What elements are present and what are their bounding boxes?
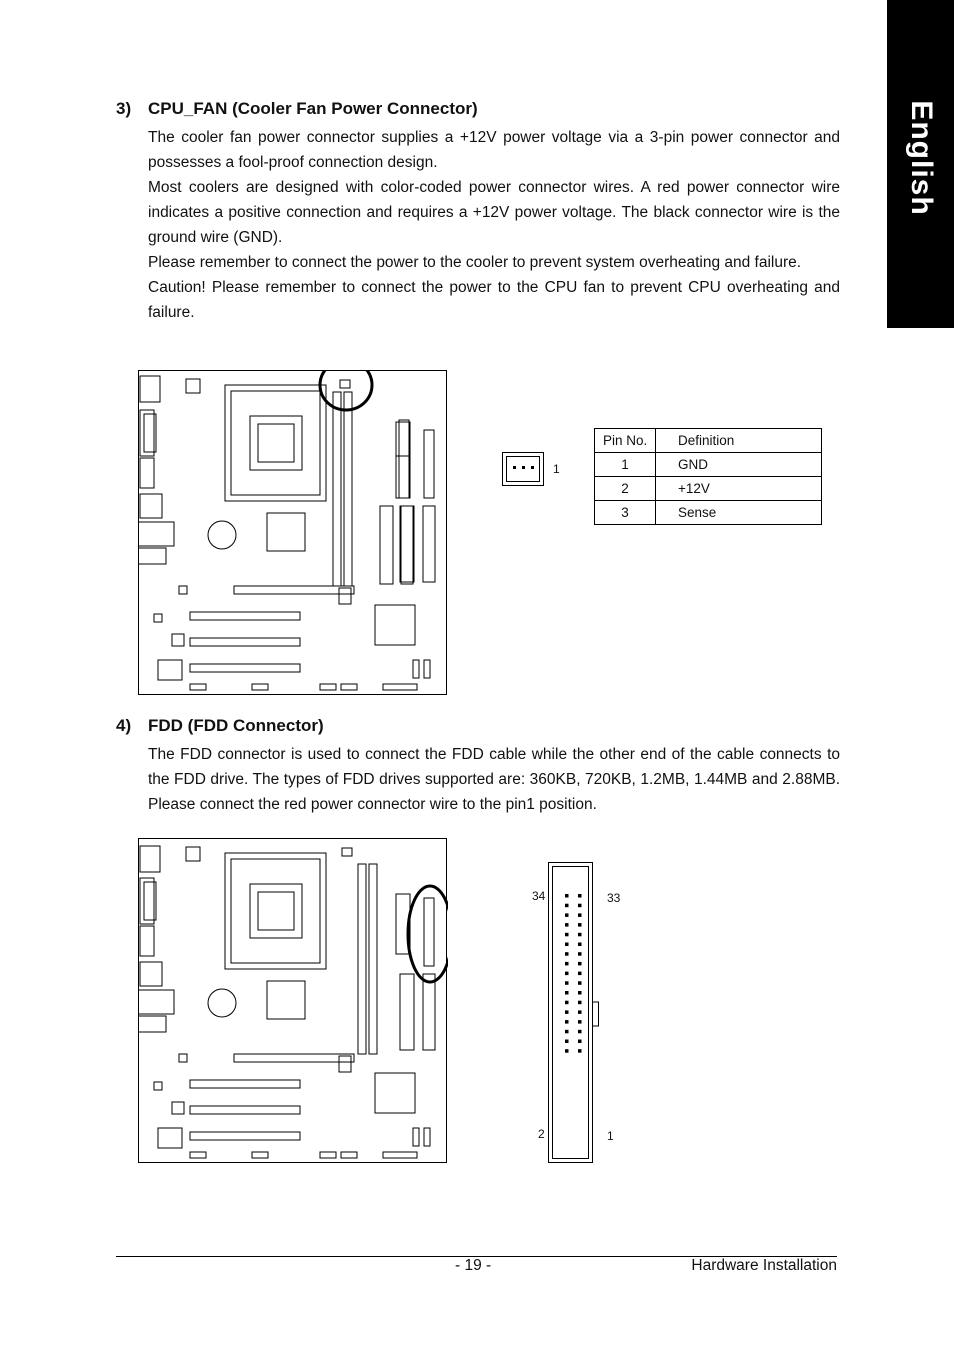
fdd-pin: [565, 1001, 569, 1005]
section-4-title: FDD (FDD Connector): [148, 716, 324, 735]
fdd-pin: [578, 962, 582, 966]
table-row: [595, 501, 822, 525]
section-4-number: 4): [116, 716, 132, 735]
fdd-pin: [578, 1040, 582, 1044]
fdd-highlight-ellipse: [408, 886, 448, 982]
fdd-pin: [565, 894, 569, 898]
fdd-pin: [578, 972, 582, 976]
fdd-pin: [565, 972, 569, 976]
fdd-pin: [565, 952, 569, 956]
language-tab: [887, 0, 954, 328]
fdd-pin: [578, 933, 582, 937]
fdd-pin: [565, 923, 569, 927]
table-cell: 1: [595, 453, 656, 477]
section-3-heading: [116, 99, 478, 119]
fdd-pin: [578, 923, 582, 927]
section-3-body: [148, 125, 840, 325]
fdd-pin: [565, 1030, 569, 1034]
fdd-pin: [578, 894, 582, 898]
fdd-pin: [565, 962, 569, 966]
fdd-pin: [565, 1040, 569, 1044]
paragraph: Please remember to connect the power to the cooler to prevent system overheating and failure.: [148, 254, 802, 271]
table-row: [595, 453, 822, 477]
fdd-pin: [578, 1001, 582, 1005]
footer-section-title: Hardware Installation: [691, 1257, 837, 1274]
fdd-pin: [565, 1010, 569, 1014]
fdd-pin: [565, 933, 569, 937]
fdd-pin: [578, 904, 582, 908]
fdd-pin-1-label: 1: [607, 1129, 614, 1143]
section-3-title: CPU_FAN (Cooler Fan Power Connector): [148, 99, 478, 118]
table-cell: 3: [595, 501, 656, 525]
table-cell: GND: [656, 453, 822, 477]
fdd-pin: [578, 991, 582, 995]
fdd-pin: [565, 943, 569, 947]
fdd-pin: [578, 952, 582, 956]
column-header-definition: Definition: [656, 429, 822, 453]
fdd-connector-pinout: [548, 862, 600, 1164]
fdd-pin: [565, 1049, 569, 1053]
fdd-pin: [565, 913, 569, 917]
language-tab-label: English: [904, 100, 938, 216]
cpu-fan-highlight-circle: [320, 370, 372, 410]
table-header-row: [595, 429, 822, 453]
fdd-pin: [578, 1020, 582, 1024]
fdd-pin-34-label: 34: [532, 889, 546, 903]
connector-pin-1-label: 1: [553, 462, 560, 476]
section-3-number: 3): [116, 99, 132, 118]
table-cell: +12V: [656, 477, 822, 501]
table-cell: 2: [595, 477, 656, 501]
column-header-pin-no: Pin No.: [595, 429, 656, 453]
paragraph: The FDD connector is used to connect the FDD cable while the other end of the cable connects to the FDD drive. The types of FDD drives supported are: 360KB, 720KB, 1.2MB, 1.44MB and 2.88MB. Please connect the red power connector wire to the pin1 position.: [148, 746, 840, 813]
fdd-pin: [565, 1020, 569, 1024]
fdd-pin: [578, 1030, 582, 1034]
paragraph: Caution! Please remember to connect the power to the CPU fan to prevent CPU overheating and failure.: [148, 279, 840, 321]
fdd-pin: [578, 1010, 582, 1014]
fdd-pin: [565, 991, 569, 995]
fdd-pin: [565, 981, 569, 985]
section-4-body: [148, 742, 840, 817]
fdd-pin: [578, 943, 582, 947]
motherboard-diagram-fdd: [138, 838, 448, 1164]
paragraph: Most coolers are designed with color-coded power connector wires. A red power connector wire indicates a positive connection and requires a +12V power voltage. The black connector wire is the ground wire (GND).: [148, 179, 840, 246]
fdd-pin: [578, 913, 582, 917]
paragraph: The cooler fan power connector supplies a +12V power voltage via a 3-pin power connector and possesses a fool-proof connection design.: [148, 129, 840, 171]
fdd-pin: [578, 981, 582, 985]
fdd-pin: [578, 1049, 582, 1053]
fdd-pin: [565, 904, 569, 908]
cpu-fan-connector-icon: [502, 452, 544, 486]
cpu-fan-pin-table: [594, 428, 822, 525]
table-row: [595, 477, 822, 501]
table-cell: Sense: [656, 501, 822, 525]
page-number: - 19 -: [455, 1257, 492, 1274]
fdd-pin-33-label: 33: [607, 891, 621, 905]
section-4-heading: [116, 716, 324, 736]
motherboard-diagram-cpu-fan: [138, 370, 448, 696]
fdd-pin-2-label: 2: [538, 1127, 545, 1141]
